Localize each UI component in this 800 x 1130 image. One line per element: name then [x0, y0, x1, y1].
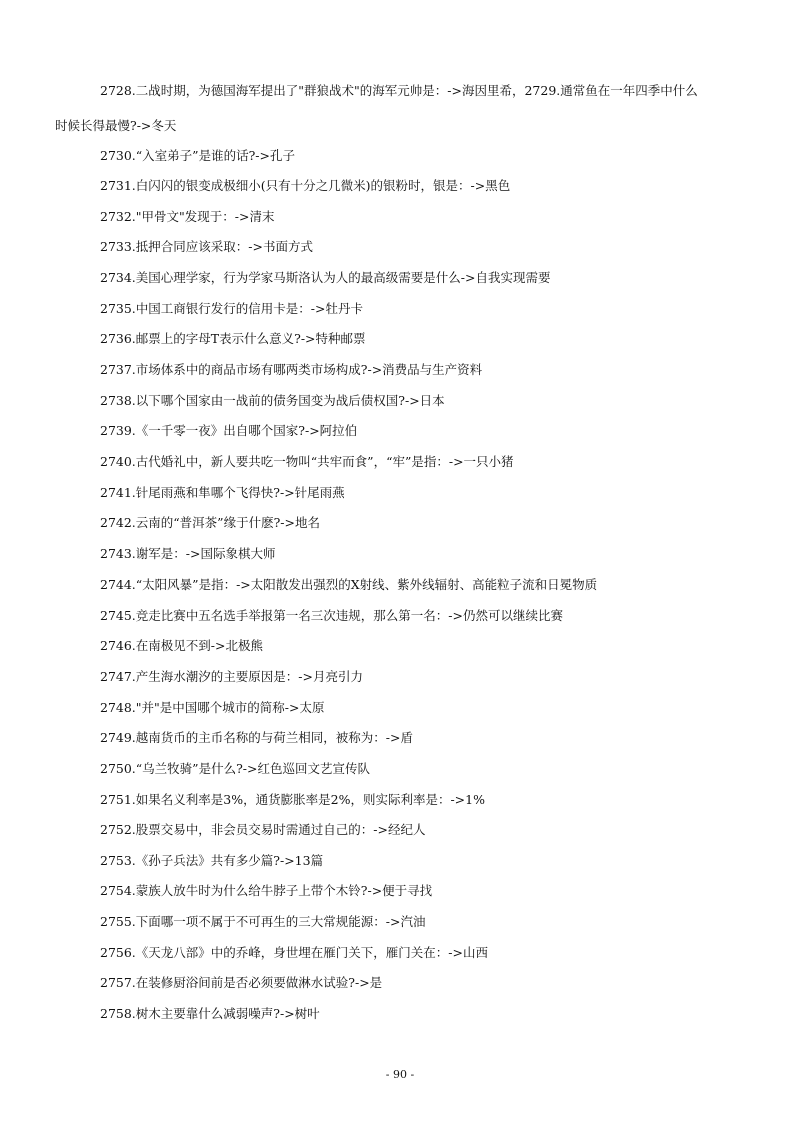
qa-entry-line: 2753.《孙子兵法》共有多少篇?->13篇 [100, 853, 324, 868]
qa-entry-line: 2758.树木主要靠什么减弱噪声?->树叶 [100, 1006, 320, 1021]
qa-entry-line: 2749.越南货币的主币名称的与荷兰相同，被称为：->盾 [100, 730, 413, 745]
qa-entry-line: 2733.抵押合同应该采取：->书面方式 [100, 239, 313, 254]
qa-entry-line: 2744.“太阳风暴”是指：->太阳散发出强烈的X射线、紫外线辐射、高能粒子流和日冕物质 [100, 577, 598, 592]
qa-entry-line: 2731.白闪闪的银变成极细小(只有十分之几微米)的银粉时，银是：->黑色 [100, 178, 511, 193]
qa-entry-line: 2740.古代婚礼中，新人要共吃一物叫“共牢而食”，“牢”是指：->一只小猪 [100, 454, 514, 469]
qa-entry-line: 2728.二战时期，为德国海军提出了"群狼战术"的海军元帅是：->海因里希，2729.通常鱼在一年四季中什么 [100, 83, 698, 98]
qa-entry-line: 2737.市场体系中的商品市场有哪两类市场构成?->消费品与生产资料 [100, 362, 483, 377]
qa-entry-line: 2743.谢军是：->国际象棋大师 [100, 546, 276, 561]
qa-entry-line: 2748."并"是中国哪个城市的简称->太原 [100, 700, 325, 715]
qa-entry-line: 2752.股票交易中，非会员交易时需通过自己的：->经纪人 [100, 822, 426, 837]
qa-entry-line: 2757.在装修厨浴间前是否必须要做淋水试验?->是 [100, 975, 383, 990]
qa-entry-line: 2745.竞走比赛中五名选手举报第一名三次违规，那么第一名：->仍然可以继续比赛 [100, 608, 563, 623]
qa-entry-line: 2750.“乌兰牧骑”是什么?->红色巡回文艺宣传队 [100, 761, 370, 776]
qa-entry-line: 2755.下面哪一项不属于不可再生的三大常规能源：->汽油 [100, 914, 426, 929]
qa-entry-line: 2751.如果名义利率是3%，通货膨胀率是2%，则实际利率是：->1% [100, 792, 485, 807]
qa-entry-line: 2736.邮票上的字母T表示什么意义?->特种邮票 [100, 331, 366, 346]
qa-entry-line: 2730.“入室弟子”是谁的话?->孔子 [100, 148, 295, 163]
qa-entry-line: 2754.蒙族人放牛时为什么给牛脖子上带个木铃?->便于寻找 [100, 883, 433, 898]
qa-entry-line: 2735.中国工商银行发行的信用卡是：->牡丹卡 [100, 301, 363, 316]
qa-entry-line: 2746.在南极见不到->北极熊 [100, 638, 263, 653]
qa-entry-line: 2756.《天龙八部》中的乔峰，身世埋在雁门关下，雁门关在：->山西 [100, 945, 488, 960]
qa-entry-line: 2734.美国心理学家，行为学家马斯洛认为人的最高级需要是什么->自我实现需要 [100, 270, 551, 285]
qa-entry-line: 2741.针尾雨燕和隼哪个飞得快?->针尾雨燕 [100, 485, 345, 500]
qa-entry-line: 2738.以下哪个国家由一战前的债务国变为战后债权国?->日本 [100, 393, 445, 408]
page-number: - 90 - [385, 1068, 415, 1081]
qa-entry-line: 2732."甲骨文"发现于：->清末 [100, 209, 275, 224]
qa-entry-line: 2747.产生海水潮汐的主要原因是：->月亮引力 [100, 669, 363, 684]
qa-entry-line: 2742.云南的“普洱茶”缘于什麽?->地名 [100, 515, 320, 530]
qa-entry-line: 2739.《一千零一夜》出自哪个国家?->阿拉伯 [100, 423, 358, 438]
qa-entry-line: 时候长得最慢?->冬天 [55, 118, 177, 133]
